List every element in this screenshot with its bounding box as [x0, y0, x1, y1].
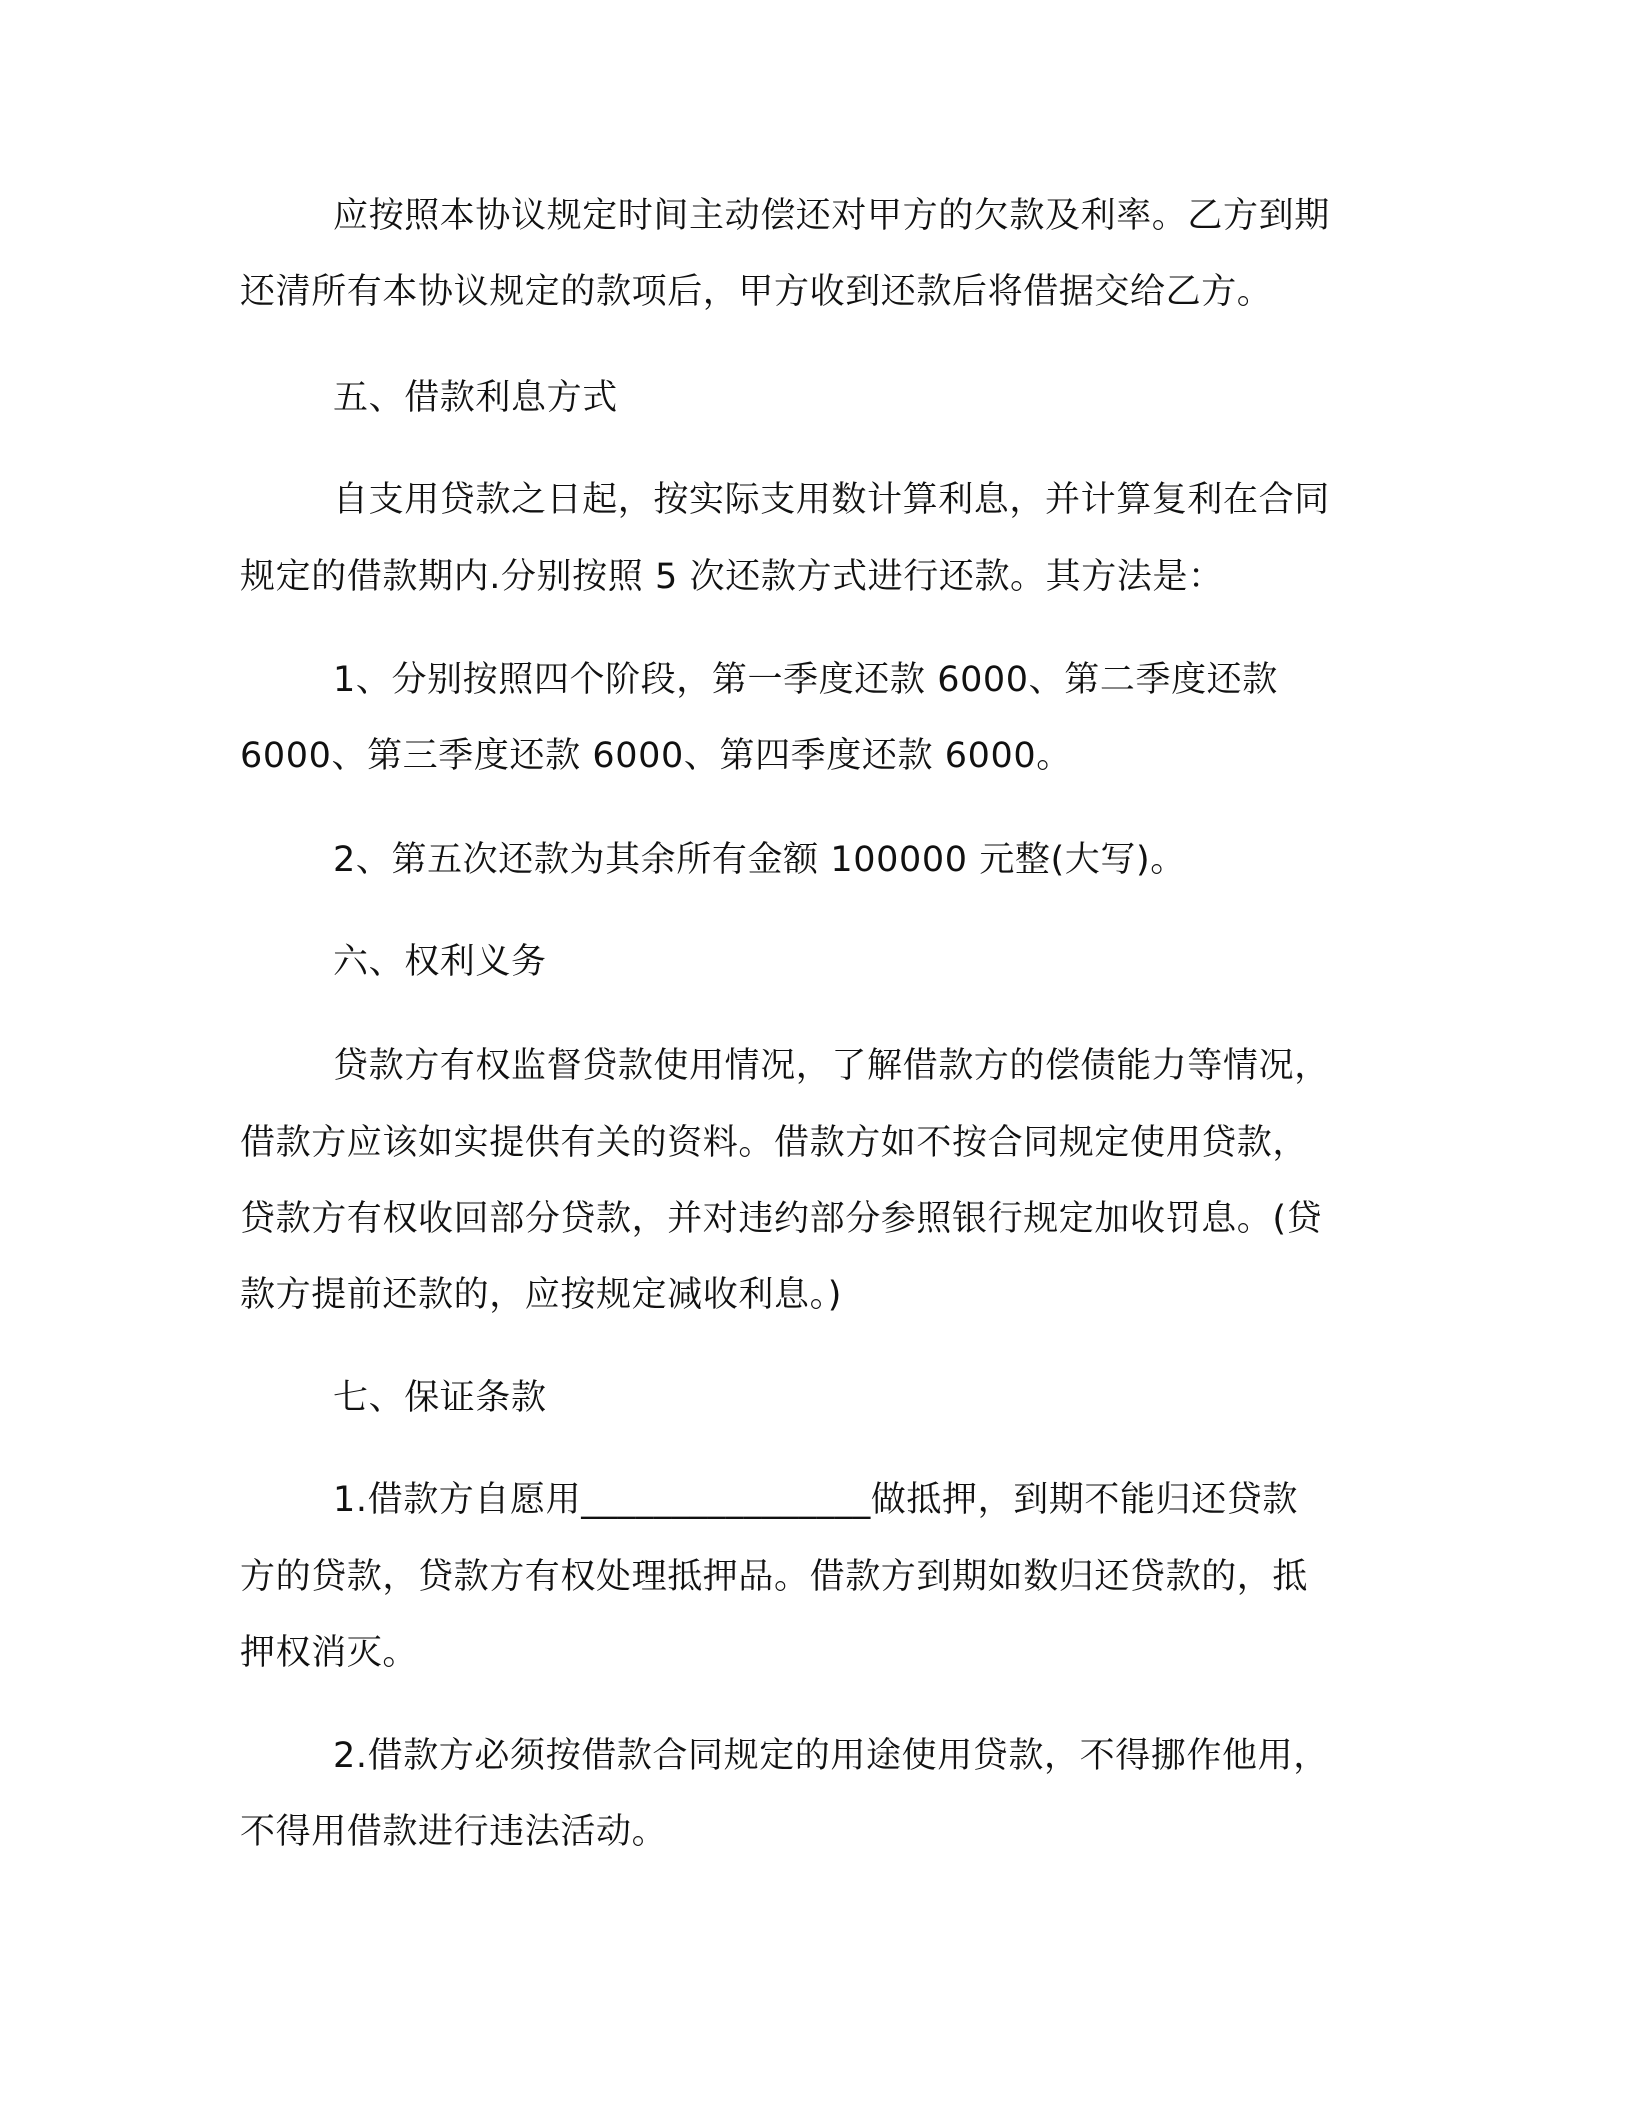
- section-heading: 七、保证条款: [333, 1378, 547, 1418]
- text-line: 自支用贷款之日起，按实际支用数计算利息，并计算复利在合同: [333, 480, 1330, 520]
- text-line: 款方提前还款的，应按规定减收利息。): [240, 1275, 842, 1315]
- text-line: 应按照本协议规定时间主动偿还对甲方的欠款及利率。乙方到期: [333, 196, 1330, 236]
- text-line: 方的贷款，贷款方有权处理抵押品。借款方到期如数归还贷款的，抵: [240, 1557, 1309, 1597]
- section-heading: 五、借款利息方式: [333, 378, 618, 418]
- list-item: 1.借款方自愿用________________做抵押，到期不能归还贷款: [333, 1480, 1298, 1520]
- text-line: 还清所有本协议规定的款项后，甲方收到还款后将借据交给乙方。: [240, 272, 1273, 312]
- text-line: 规定的借款期内.分别按照 5 次还款方式进行还款。其方法是：: [240, 557, 1224, 597]
- text-line: 贷款方有权收回部分贷款，并对违约部分参照银行规定加收罚息。(贷: [240, 1199, 1323, 1239]
- section-heading: 六、权利义务: [333, 942, 547, 982]
- list-item: 2、第五次还款为其余所有金额 100000 元整(大写)。: [333, 840, 1186, 880]
- list-item: 1、分别按照四个阶段，第一季度还款 6000、第二季度还款: [333, 660, 1278, 700]
- text-line: 6000、第三季度还款 6000、第四季度还款 6000。: [240, 736, 1072, 776]
- text-line: 贷款方有权监督贷款使用情况，了解借款方的偿债能力等情况，: [333, 1046, 1330, 1086]
- text-line: 押权消灭。: [240, 1633, 419, 1673]
- list-item: 2.借款方必须按借款合同规定的用途使用贷款，不得挪作他用，: [333, 1736, 1329, 1776]
- text-line: 借款方应该如实提供有关的资料。借款方如不按合同规定使用贷款，: [240, 1123, 1309, 1163]
- text-line: 不得用借款进行违法活动。: [240, 1812, 668, 1852]
